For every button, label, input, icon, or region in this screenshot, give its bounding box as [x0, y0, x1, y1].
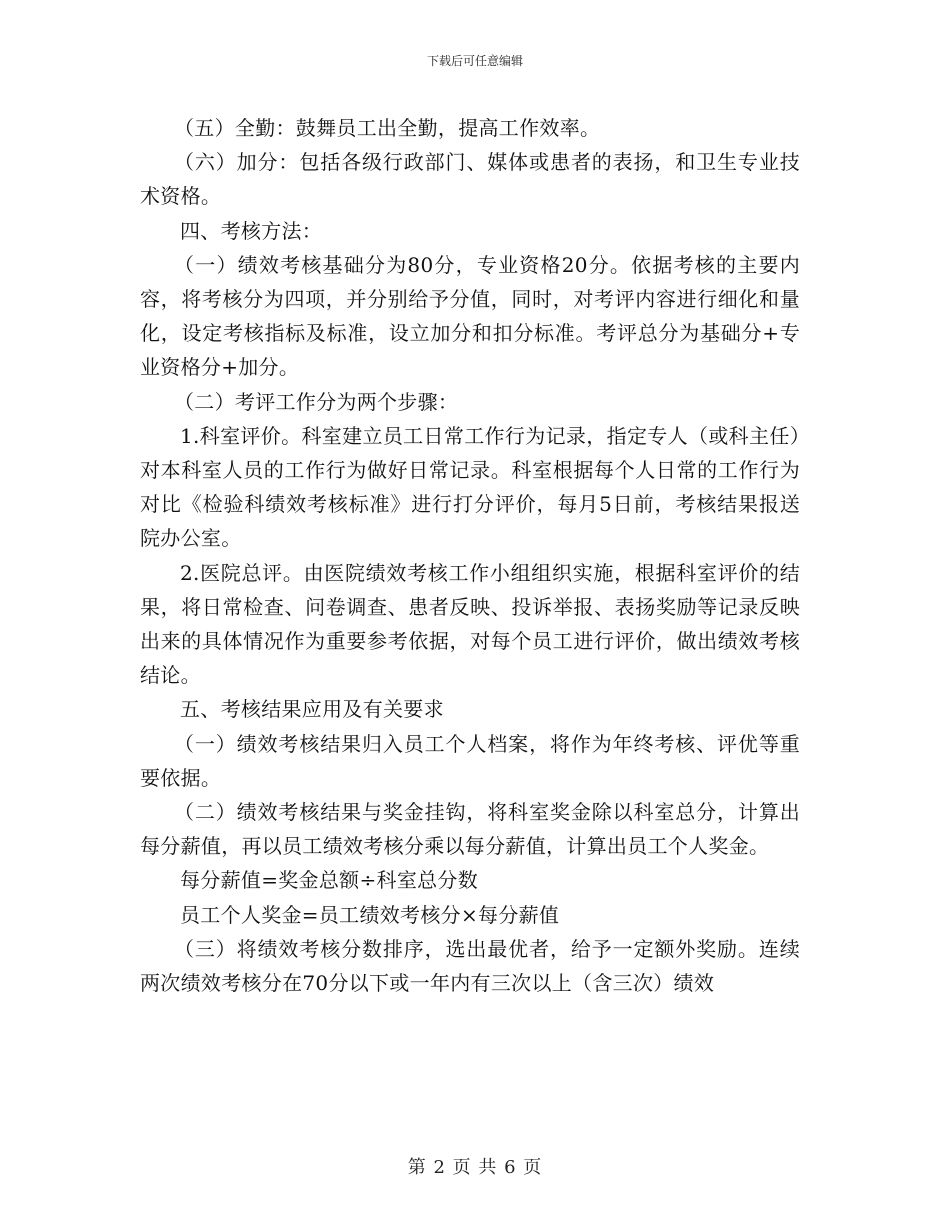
paragraph-bonus-points: （六）加分：包括各级行政部门、媒体或患者的表扬，和卫生专业技术资格。	[140, 150, 800, 209]
paragraph-two-steps: （二）考评工作分为两个步骤：	[174, 389, 459, 414]
section-heading-methods: 四、考核方法：	[180, 218, 323, 243]
paragraph-archive: （一）绩效考核结果归入员工个人档案，将作为年终考核、评优等重要依据。	[140, 731, 800, 790]
paragraph-department-evaluation: 1.科室评价。科室建立员工日常工作行为记录，指定专人（或科主任）对本科室人员的工作行为做好日常记录。科室根据每个人日常的工作行为对比《检验科绩效考核标准》进行打分评价，每月5日前，考核结果报送院办公室。	[140, 423, 800, 551]
section-heading-results: 五、考核结果应用及有关要求	[180, 697, 444, 722]
paragraph-base-score: （一）绩效考核基础分为80分，专业资格20分。依据考核的主要内容，将考核分为四项，并分别给予分值，同时，对考评内容进行细化和量化，设定考核指标及标准，设立加分和扣分标准。考评总分为基础分+专业资格分+加分。	[140, 252, 800, 380]
page-number: 第 2 页 共 6 页	[407, 1157, 543, 1178]
formula-point-value: 每分薪值=奖金总额÷科室总分数	[180, 868, 479, 893]
paragraph-ranking: （三）将绩效考核分数排序，选出最优者，给予一定额外奖励。连续两次绩效考核分在70分以下或一年内有三次以上（含三次）绩效	[140, 936, 800, 996]
header-note: 下载后可任意编辑	[426, 54, 523, 68]
paragraph-hospital-evaluation: 2.医院总评。由医院绩效考核工作小组组织实施，根据科室评价的结果，将日常检查、问卷调查、患者反映、投诉举报、表扬奖励等记录反映出来的具体情况作为重要参考依据，对每个员工进行评价，做出绩效考核结论。	[140, 560, 800, 688]
paragraph-bonus-link: （二）绩效考核结果与奖金挂钩，将科室奖金除以科室总分，计算出每分薪值，再以员工绩效考核分乘以每分薪值，计算出员工个人奖金。	[140, 800, 800, 859]
document-body	[140, 111, 800, 1000]
paragraph-attendance: （五）全勤：鼓舞员工出全勤，提高工作效率。	[174, 116, 601, 140]
formula-personal-bonus: 员工个人奖金=员工绩效考核分×每分薪值	[180, 902, 560, 927]
